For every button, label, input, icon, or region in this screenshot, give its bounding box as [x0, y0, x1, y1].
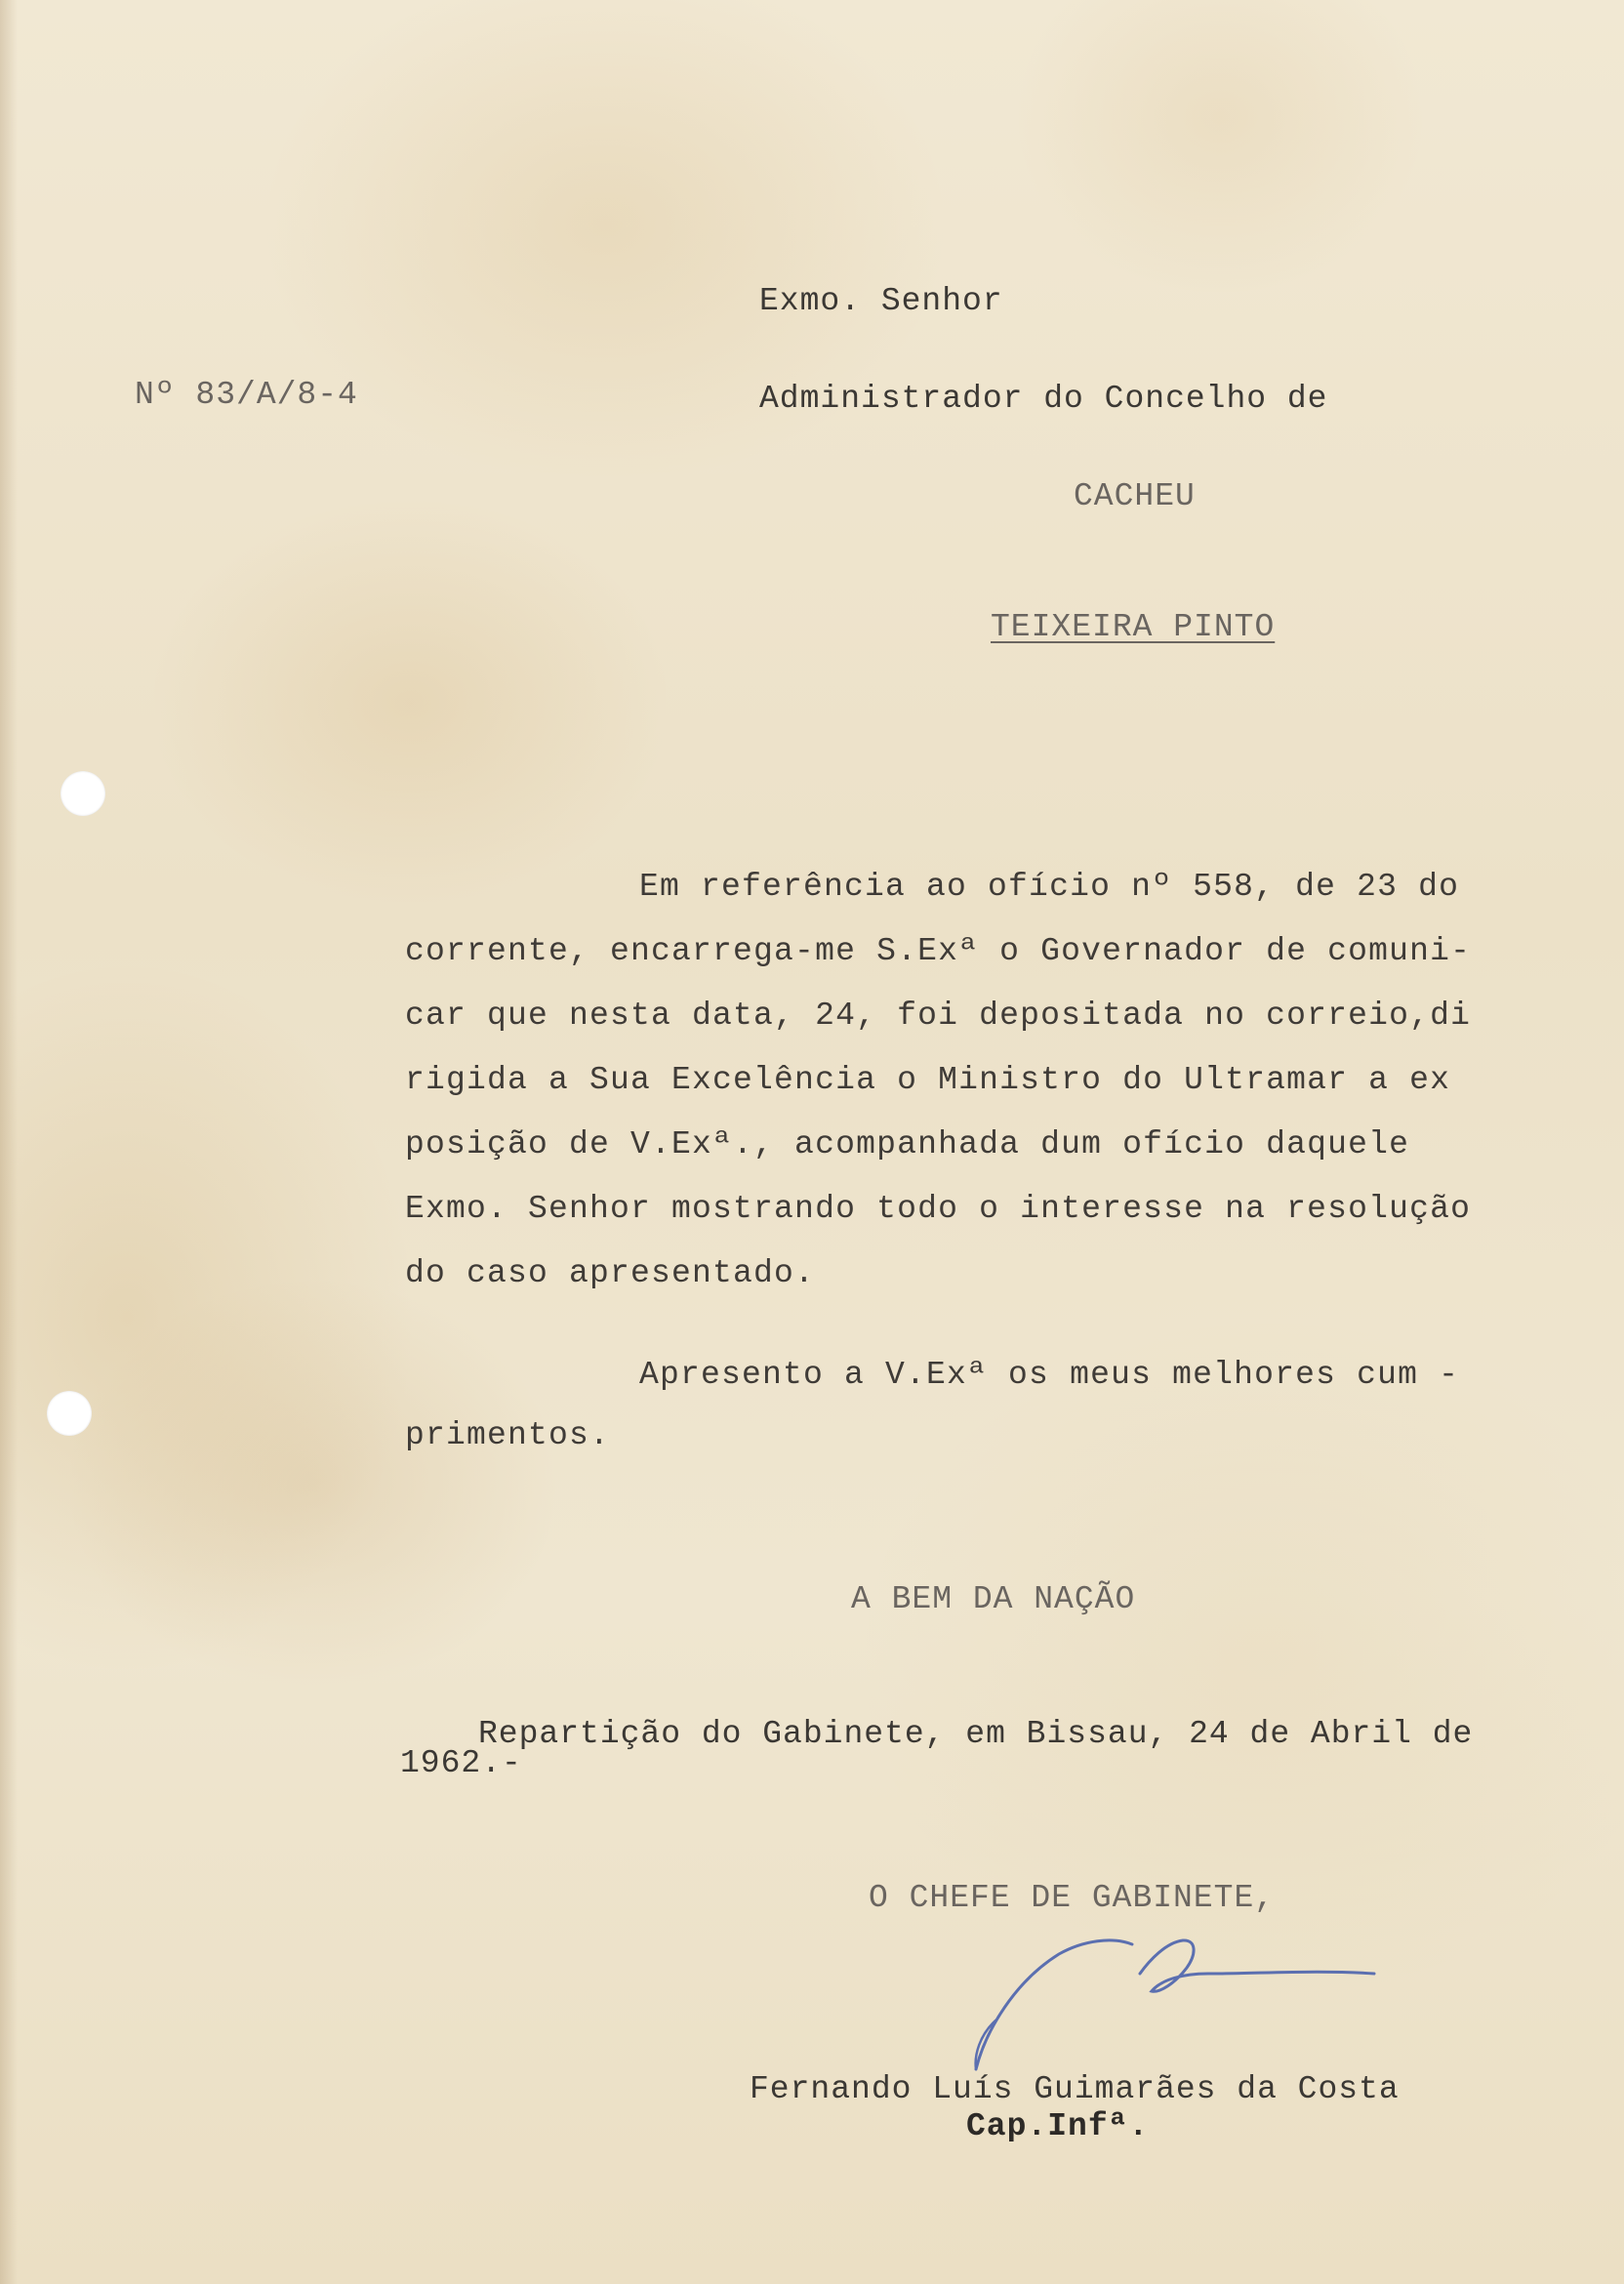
reference-number: Nº 83/A/8-4 — [135, 377, 358, 413]
body-line-1: Em referência ao ofício nº 558, de 23 do — [639, 869, 1460, 905]
place-date-line-2: 1962.- — [400, 1745, 522, 1781]
body-line-7: do caso apresentado. — [405, 1255, 816, 1291]
addressee-salutation: Exmo. Senhor — [759, 283, 1003, 319]
closing-line-2: primentos. — [405, 1417, 611, 1453]
place-date-line-1: Repartição do Gabinete, em Bissau, 24 de Abril de — [478, 1716, 1474, 1752]
body-line-4: rigida a Sua Excelência o Ministro do Ultramar a ex — [405, 1062, 1451, 1098]
body-line-6: Exmo. Senhor mostrando todo o interesse na resolução — [405, 1191, 1472, 1227]
closing-motto: A BEM DA NAÇÃO — [851, 1581, 1136, 1617]
addressee-place: TEIXEIRA PINTO — [991, 609, 1276, 645]
signatory-rank: Cap.Infª. — [966, 2108, 1150, 2144]
body-line-3: car que nesta data, 24, foi depositada no correio,di — [405, 998, 1472, 1034]
signatory-name: Fernando Luís Guimarães da Costa — [750, 2071, 1400, 2107]
punch-hole-bottom — [47, 1391, 92, 1436]
handwritten-signature — [966, 1923, 1396, 2089]
closing-line-1: Apresento a V.Exª os meus melhores cum - — [639, 1357, 1460, 1393]
addressee-district: CACHEU — [1074, 478, 1196, 514]
signatory-title: O CHEFE DE GABINETE, — [869, 1880, 1276, 1916]
body-line-2: corrente, encarrega-me S.Exª o Governador de comuni- — [405, 933, 1472, 969]
body-line-5: posição de V.Exª., acompanhada dum ofício daquele — [405, 1126, 1410, 1162]
punch-hole-top — [61, 771, 105, 816]
addressee-title: Administrador do Concelho de — [759, 381, 1328, 417]
